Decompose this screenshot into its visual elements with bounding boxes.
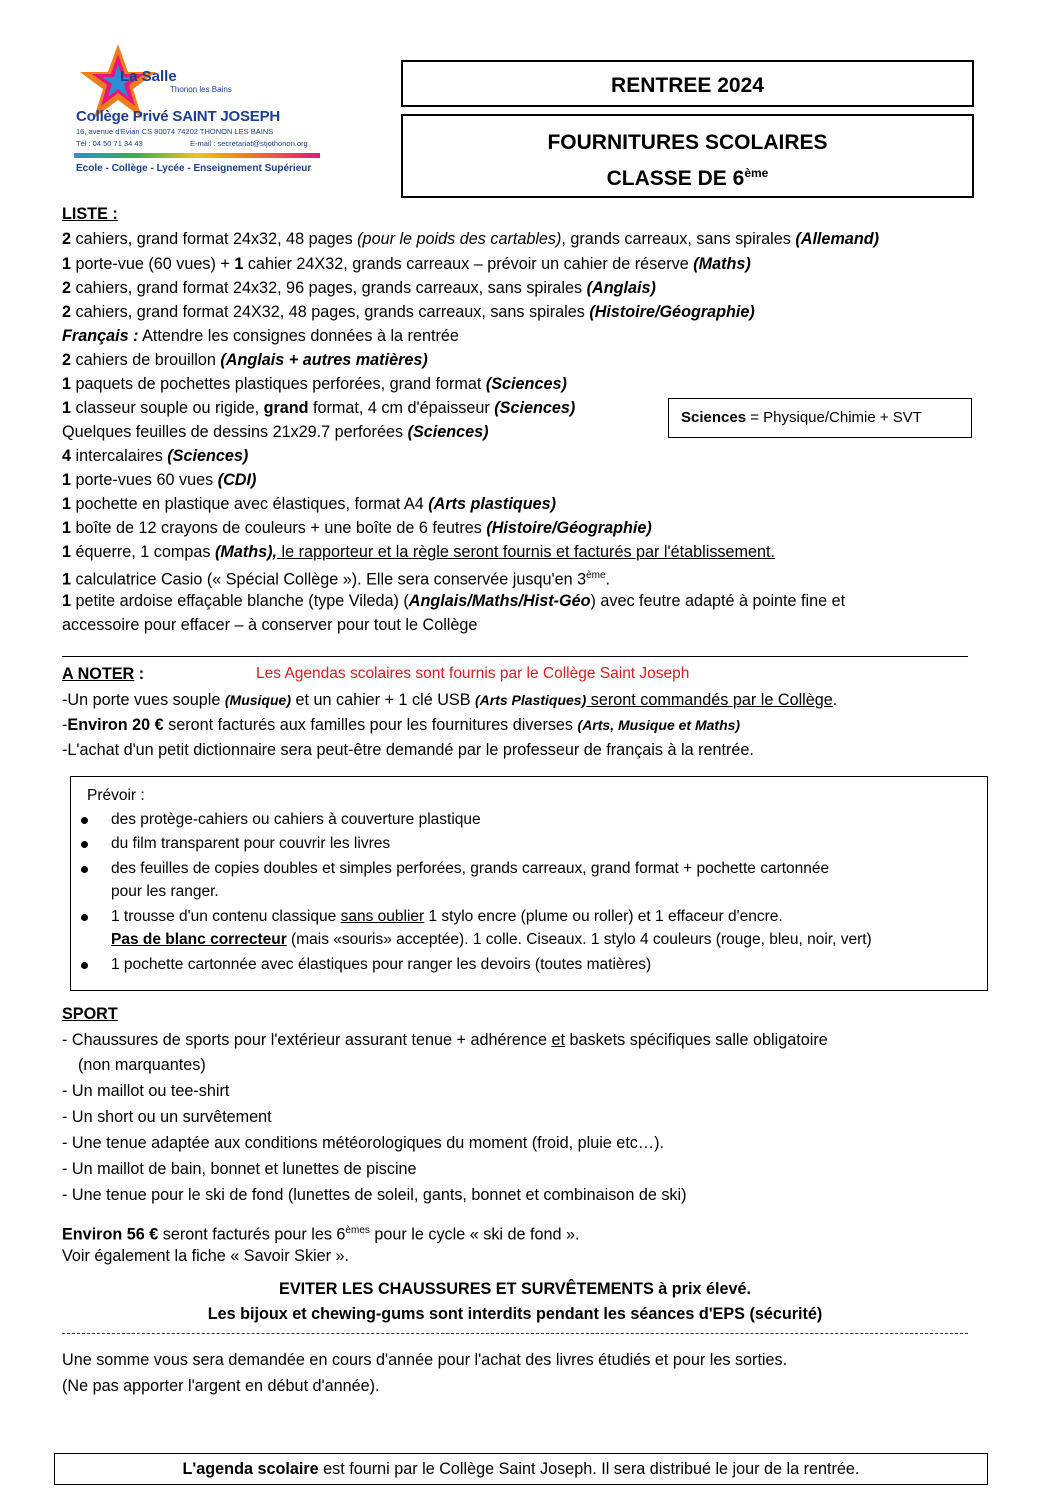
ski-text2: pour le cycle « ski de fond ». bbox=[369, 1225, 580, 1244]
bottom-line2: (Ne pas apporter l'argent en début d'année). bbox=[62, 1377, 380, 1395]
supply-item bbox=[62, 301, 755, 323]
agenda-notice: Les Agendas scolaires sont fournis par le Collège Saint Joseph bbox=[256, 665, 690, 682]
ardoise-text2: ) avec feutre adapté à pointe fine et bbox=[590, 592, 846, 610]
sport-line2: - Un maillot ou tee-shirt bbox=[62, 1082, 230, 1100]
subtitle-sup: ème bbox=[744, 166, 769, 180]
a-noter-line1 bbox=[62, 689, 837, 711]
divider bbox=[62, 656, 968, 657]
bullet-icon bbox=[81, 866, 88, 873]
sciences-text: = Physique/Chimie + SVT bbox=[746, 409, 922, 426]
supply-item-bi: (Sciences) bbox=[494, 399, 576, 417]
supply-item bbox=[62, 541, 775, 563]
a-noter-colon: : bbox=[134, 665, 145, 683]
school-logo bbox=[72, 40, 324, 190]
logo-tel: Tél : 04 50 71 34 43 bbox=[76, 139, 143, 148]
sport-line3: - Un short ou un survêtement bbox=[62, 1108, 272, 1126]
supply-item-b: 2 bbox=[62, 230, 72, 248]
logo-address: 16, avenue d'Evian CS 80074 74202 THONON LES BAINS bbox=[76, 127, 274, 136]
supply-item-bi: (Maths) bbox=[693, 255, 751, 273]
subtitle-line2 bbox=[403, 158, 972, 194]
supply-item-b: 2 bbox=[62, 303, 72, 321]
sport-l1u: et bbox=[551, 1031, 565, 1049]
supply-item-t2: . bbox=[605, 570, 611, 589]
supply-item-i: (pour le poids des cartables) bbox=[357, 230, 562, 248]
prevoir-item-4a-post: 1 stylo encre (plume ou roller) et 1 effaceur d'encre. bbox=[424, 908, 783, 925]
supply-item bbox=[62, 517, 652, 539]
savoir-skier: Voir également la fiche « Savoir Skier ». bbox=[62, 1247, 350, 1265]
ski-text: seront facturés pour les 6 bbox=[158, 1225, 346, 1244]
prevoir-item-4a-u: sans oublier bbox=[340, 908, 425, 925]
title-text: RENTREE 2024 bbox=[611, 74, 764, 97]
supply-item bbox=[62, 565, 610, 590]
supply-item-t: cahiers de brouillon bbox=[71, 351, 221, 369]
liste-heading: LISTE : bbox=[62, 205, 118, 223]
sport-warning-2: Les bijoux et chewing-gums sont interdits pendant les séances d'EPS (sécurité) bbox=[207, 1305, 823, 1323]
a-noter-heading: A NOTER bbox=[62, 665, 135, 683]
supply-item-bi: (Arts plastiques) bbox=[428, 495, 556, 513]
a-noter-l2-text: seront facturés aux familles pour les fournitures diverses bbox=[163, 716, 578, 734]
a-noter-l1-end: . bbox=[832, 691, 838, 709]
supply-item bbox=[62, 445, 248, 467]
subtitle-box bbox=[401, 114, 974, 198]
sport-l1b: baskets spécifiques salle obligatoire bbox=[564, 1031, 828, 1049]
supply-item-t: Attendre les consignes données à la rentrée bbox=[138, 327, 459, 345]
supply-item-b: 1 bbox=[62, 495, 72, 513]
prevoir-item-4a-pre: 1 trousse d'un contenu classique bbox=[111, 908, 341, 925]
supply-item bbox=[62, 469, 256, 491]
supply-item-t: intercalaires bbox=[71, 447, 168, 465]
supply-item-t: cahiers, grand format 24x32, 96 pages, grands carreaux, sans spirales bbox=[71, 279, 587, 297]
ski-sup: èmes bbox=[345, 1225, 370, 1236]
supply-item-t: porte-vue (60 vues) + bbox=[71, 255, 235, 273]
supply-item-t: classeur souple ou rigide, bbox=[71, 399, 264, 417]
a-noter-l1-music: (Musique) bbox=[224, 692, 291, 708]
supply-item bbox=[62, 373, 567, 395]
supply-item bbox=[62, 421, 489, 443]
bullet-icon bbox=[81, 841, 88, 848]
supply-item-bi: (Anglais) bbox=[586, 279, 656, 297]
prevoir-item-5: 1 pochette cartonnée avec élastiques pour ranger les devoirs (toutes matières) bbox=[111, 956, 652, 973]
supply-item-b: 1 bbox=[62, 519, 72, 537]
supply-item bbox=[62, 325, 459, 347]
prevoir-item-4a bbox=[111, 906, 783, 928]
supply-item-t: porte-vues 60 vues bbox=[71, 471, 218, 489]
supply-item-t: paquets de pochettes plastiques perforées, grand format bbox=[71, 375, 486, 393]
ski-amount: Environ 56 € bbox=[62, 1225, 159, 1244]
prevoir-item-4b bbox=[111, 929, 872, 951]
supply-item bbox=[62, 228, 879, 250]
supply-item-sup: ème bbox=[586, 570, 606, 581]
prevoir-item-1: des protège-cahiers ou cahiers à couverture plastique bbox=[111, 811, 481, 828]
supply-item-b: 1 bbox=[62, 399, 72, 417]
supply-item-t: équerre, 1 compas bbox=[71, 543, 215, 561]
ardoise-subjects: Anglais/Maths/Hist-Géo bbox=[408, 592, 591, 610]
sport-line5: - Un maillot de bain, bonnet et lunettes de piscine bbox=[62, 1160, 417, 1178]
prevoir-item-3a: des feuilles de copies doubles et simples perforées, grands carreaux, grand format + pochette cartonnée bbox=[111, 860, 830, 877]
prevoir-item-2: du film transparent pour couvrir les livres bbox=[111, 835, 391, 852]
supply-item-b: 4 bbox=[62, 447, 72, 465]
supply-item-bi: (Histoire/Géographie) bbox=[589, 303, 755, 321]
supply-item-t: pochette en plastique avec élastiques, format A4 bbox=[71, 495, 429, 513]
supply-item-b: 1 bbox=[62, 471, 72, 489]
supply-item-t2: format, 4 cm d'épaisseur bbox=[308, 399, 495, 417]
footer-notice bbox=[54, 1453, 988, 1485]
supply-item-t: boîte de 12 crayons de couleurs + une boîte de 6 feutres bbox=[71, 519, 487, 537]
supply-item-bi: (Allemand) bbox=[795, 230, 880, 248]
supply-item-t: cahiers, grand format 24X32, 48 pages, grands carreaux, sans spirales bbox=[71, 303, 590, 321]
supply-item-bi: (CDI) bbox=[217, 471, 257, 489]
supply-item-u: le rapporteur et la règle seront fournis et facturés par l'établissement. bbox=[277, 543, 775, 561]
sport-l1a: - Chaussures de sports pour l'extérieur assurant tenue + adhérence bbox=[62, 1031, 552, 1049]
a-noter-l1-arts: (Arts Plastiques) bbox=[475, 692, 587, 708]
supply-item-bi: (Histoire/Géographie) bbox=[486, 519, 652, 537]
prevoir-item-4b-warning: Pas de blanc correcteur bbox=[111, 931, 287, 948]
page-title bbox=[401, 60, 974, 107]
logo-color-bar bbox=[74, 153, 320, 158]
ardoise-line1 bbox=[62, 590, 845, 612]
logo-brand: La Salle bbox=[120, 68, 177, 85]
sport-warning-1: EVITER LES CHAUSSURES ET SURVÊTEMENTS à prix élevé. bbox=[279, 1280, 751, 1298]
ardoise-line2: accessoire pour effacer – à conserver pour tout le Collège bbox=[62, 616, 478, 634]
supply-item-b: 1 bbox=[62, 570, 72, 589]
footer-bold: L'agenda scolaire bbox=[182, 1460, 319, 1478]
supply-item-b: 1 bbox=[62, 543, 72, 561]
logo-email: E-mail : secretariat@stjothonon.org bbox=[190, 139, 308, 148]
sciences-note bbox=[668, 398, 972, 438]
supply-item-b: 2 bbox=[62, 279, 72, 297]
supply-item bbox=[62, 349, 428, 371]
supply-item bbox=[62, 253, 751, 275]
supply-item-bi: (Anglais + autres matières) bbox=[220, 351, 428, 369]
a-noter-l1-b: et un cahier + 1 clé USB bbox=[290, 691, 475, 709]
supply-item bbox=[62, 493, 556, 515]
supply-item-t: Quelques feuilles de dessins 21x29.7 perforées bbox=[62, 423, 408, 441]
supply-item-bi: (Sciences) bbox=[485, 375, 567, 393]
supply-item-b2: 1 bbox=[234, 255, 244, 273]
ski-cost bbox=[62, 1220, 580, 1245]
prevoir-item-4b-post: (mais «souris» acceptée). 1 colle. Ciseaux. 1 stylo 4 couleurs (rouge, bleu, noir, vert) bbox=[286, 931, 872, 948]
a-noter-l1-ordered: seront commandés par le Collège bbox=[586, 691, 833, 709]
bottom-line1: Une somme vous sera demandée en cours d'année pour l'achat des livres étudiés et pour les sorties. bbox=[62, 1351, 788, 1369]
footer-text: est fourni par le Collège Saint Joseph. Il sera distribué le jour de la rentrée. bbox=[318, 1460, 860, 1478]
prevoir-box bbox=[70, 776, 988, 991]
bullet-icon bbox=[81, 817, 88, 824]
a-noter-l2-amount: Environ 20 € bbox=[67, 716, 164, 734]
ardoise-qty: 1 bbox=[62, 592, 72, 610]
subtitle-class: CLASSE DE 6 bbox=[606, 167, 745, 190]
prevoir-item-3b: pour les ranger. bbox=[111, 883, 219, 900]
a-noter-line bbox=[62, 663, 690, 685]
a-noter-l1-a: -Un porte vues souple bbox=[62, 691, 225, 709]
prevoir-heading: Prévoir : bbox=[87, 787, 145, 804]
supply-item-bi: (Sciences) bbox=[167, 447, 249, 465]
supply-item-t2: , grands carreaux, sans spirales bbox=[561, 230, 796, 248]
dashed-divider bbox=[62, 1333, 968, 1334]
ardoise-text: petite ardoise effaçable blanche (type Vileda) ( bbox=[71, 592, 409, 610]
sport-line1c: (non marquantes) bbox=[78, 1056, 206, 1074]
bullet-icon bbox=[81, 914, 88, 921]
logo-college-name: Collège Privé SAINT JOSEPH bbox=[76, 108, 281, 125]
bullet-icon bbox=[81, 962, 88, 969]
supply-item bbox=[62, 277, 656, 299]
supply-item-t: calculatrice Casio (« Spécial Collège »). Elle sera conservée jusqu'en 3 bbox=[71, 570, 587, 589]
sciences-label: Sciences bbox=[681, 409, 747, 426]
supply-item-b: 2 bbox=[62, 351, 72, 369]
a-noter-l2-dash: - bbox=[62, 716, 68, 734]
supply-item-bi: (Maths), bbox=[214, 543, 278, 561]
supply-item-t: cahiers, grand format 24x32, 48 pages bbox=[71, 230, 358, 248]
sport-line6: - Une tenue pour le ski de fond (lunettes de soleil, gants, bonnet et combinaison de ski) bbox=[62, 1186, 687, 1204]
supply-item bbox=[62, 397, 575, 419]
sport-heading: SPORT bbox=[62, 1005, 118, 1023]
a-noter-line3: -L'achat d'un petit dictionnaire sera peut-être demandé par le professeur de français à la rentrée. bbox=[62, 741, 754, 759]
supply-item-b: 1 bbox=[62, 375, 72, 393]
supply-item-b: 1 bbox=[62, 255, 72, 273]
a-noter-line2 bbox=[62, 714, 740, 736]
subtitle-line1: FOURNITURES SCOLAIRES bbox=[547, 131, 828, 154]
sport-line4: - Une tenue adaptée aux conditions météorologiques du moment (froid, pluie etc…). bbox=[62, 1134, 664, 1152]
supply-item-bi_lead: Français : bbox=[62, 327, 139, 345]
logo-tagline: Ecole - Collège - Lycée - Enseignement Supérieur bbox=[76, 163, 312, 174]
a-noter-l2-subjects: (Arts, Musique et Maths) bbox=[577, 717, 741, 733]
supply-item-bi: (Sciences) bbox=[407, 423, 489, 441]
supply-item-b2: grand bbox=[263, 399, 309, 417]
logo-brand-sub: Thonon les Bains bbox=[170, 85, 232, 94]
supply-item-t2: cahier 24X32, grands carreaux – prévoir un cahier de réserve bbox=[243, 255, 694, 273]
sport-line1 bbox=[62, 1029, 828, 1051]
